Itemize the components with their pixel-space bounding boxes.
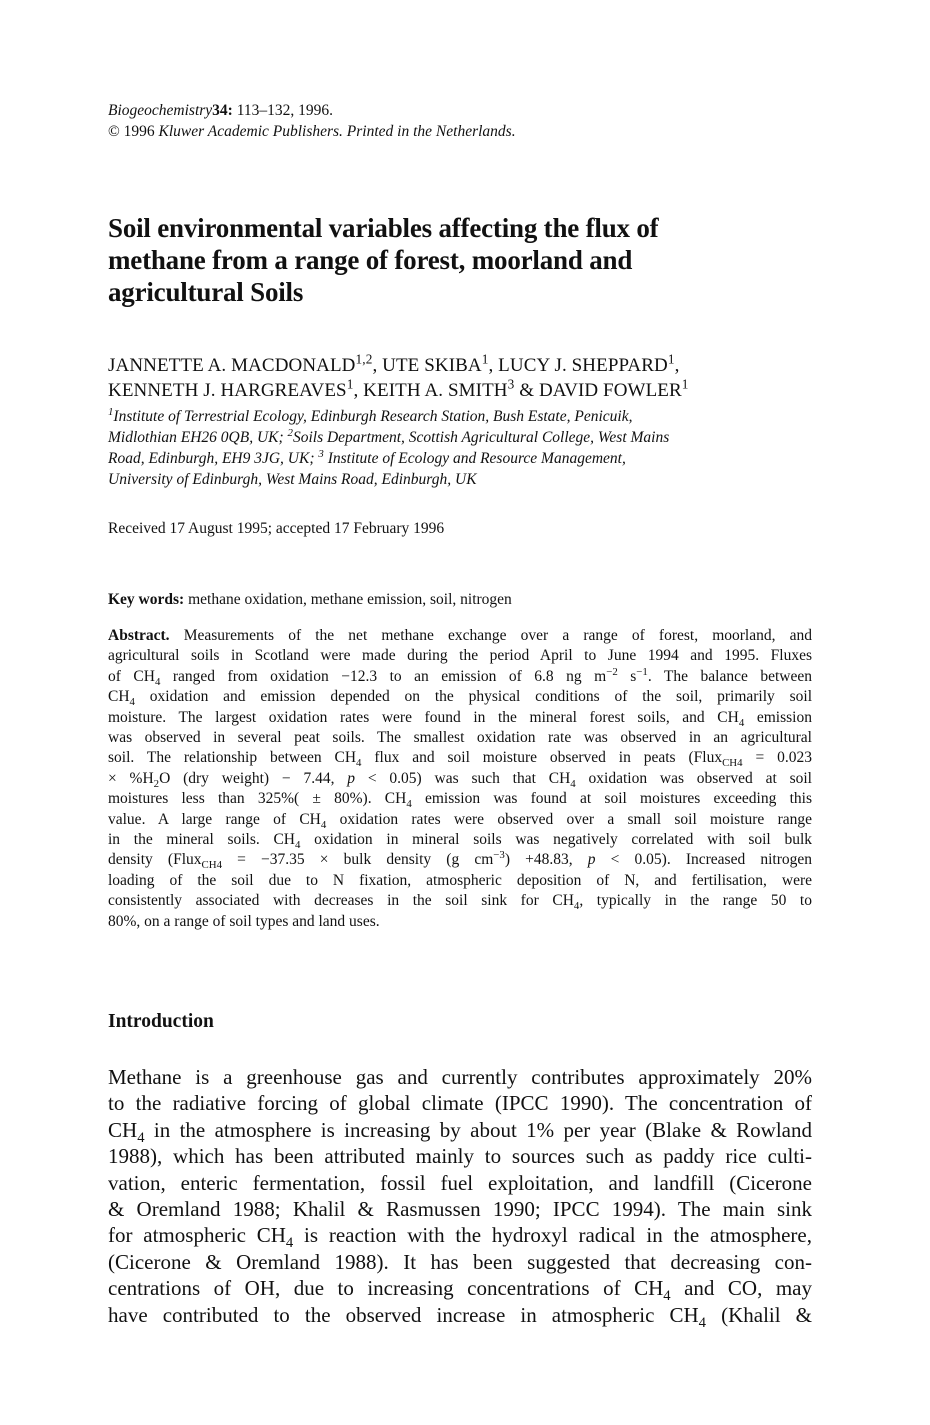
journal-name: Biogeochemistry bbox=[108, 102, 213, 119]
journal-volume: 34: bbox=[212, 102, 233, 119]
abstract-label: Abstract. bbox=[108, 627, 170, 644]
abstract: Abstract. Measurements of the net methane exchange over a range of forest, moorland, and agricultural soils in Scotland were made during the period April to June 1994 and 1995. Fluxes of $CH_4$ ranged from oxidation −12.3 to an emission of 6.8 ng $m^{-2}$ $s^{-1}$. The balance between $CH_4$ oxidation and emission depended on the physical conditions of the soil, primarily soil moisture. The largest oxidation rates were found in the mineral forest soils, and $CH_4$ emission was observed in several peat soils. The smallest oxidation rate was observed in an agricultural soil. The relationship between $CH_4$ flux and soil moisture observed in peats (Flux$_{CH4}$ = 0.023 × $\%H_2O$ (dry weight) − 7.44, p < 0.05) was such that $CH_4$ oxidation was observed at soil moistures less than 325%( ± 80%). $CH_4$ emission was found at soil moistures exceeding this value. A large range of $CH_4$ oxidation rates were observed over a small soil moisture range in the mineral soils. $CH_4$ oxidation in mineral soils was negatively correlated with soil bulk density (Flux$_{CH4}$ = −37.35 × bulk density (g $cm^{-3}) +48.83$, p < 0.05). Increased nitrogen loading of the soil due to N fixation, atmospheric deposition of N, and fertilisation, were consistently associated with decreases in the soil sink for $CH_4$, typically in the range 50 to 80%, on a range of soil types and land uses. bbox=[108, 627, 813, 930]
author-list: JANNETTE A. MACDONALD$^{1,2}$, UTE SKIBA$^1$, LUCY J. SHEPPARD$^1$, KENNETH J. HARGREAVES$^1$, KEITH A. SMITH$^3$ & DAVID FOWLER$^1$ bbox=[108, 351, 689, 401]
journal-citation: Biogeochemistry34: 113–132, 1996. © 1996 Kluwer Academic Publishers. Printed in the Netherlands. bbox=[108, 102, 516, 140]
introduction-paragraph: Methane is a greenhouse gas and currently contributes approximately 20% to the radiative forcing of global climate (IPCC 1990). The concentration of $CH_4$ in the atmosphere is increasing by about 1% per year (Blake & Rowland 1988), which has been attributed mainly to sources such as paddy rice culti- vation, enteric fermentation, fossil fuel exploitation, and landfill (Cicerone & Oremland 1988; Khalil & Rasmussen 1990; IPCC 1994). The main sink for atmospheric $CH_4$ is reaction with the hydroxyl radical in the atmosphere, (Cicerone & Oremland 1988). It has been suggested that decreasing con- centrations of OH, due to increasing concentrations of $CH_4$ and CO, may have contributed to the observed increase in atmospheric $CH_4$ (Khalil & bbox=[108, 1065, 812, 1331]
publisher: Kluwer Academic Publishers. Printed in the Netherlands. bbox=[158, 123, 516, 140]
keywords-label: Key words: bbox=[108, 591, 185, 608]
affiliations: $^1$Institute of Terrestrial Ecology, Edinburgh Research Station, Bush Estate, Penicuik, Midlothian EH26 0QB, UK; $^2$Soils Department, Scottish Agricultural College, West Mains Road, Edinburgh, EH9 3JG, UK; $^3$ Institute of Ecology and Resource Management, University of Edinburgh, West Mains Road, Edinburgh, UK bbox=[108, 405, 670, 488]
received-dates: Received 17 August 1995; accepted 17 February 1996 bbox=[108, 520, 445, 537]
keywords: Key words: methane oxidation, methane emission, soil, nitrogen bbox=[108, 591, 512, 608]
article-title: Soil environmental variables affecting the flux of methane from a range of forest, moorland and agricultural Soils bbox=[108, 213, 659, 307]
copyright-icon: © bbox=[108, 123, 120, 140]
section-heading-introduction: Introduction bbox=[108, 1011, 214, 1032]
